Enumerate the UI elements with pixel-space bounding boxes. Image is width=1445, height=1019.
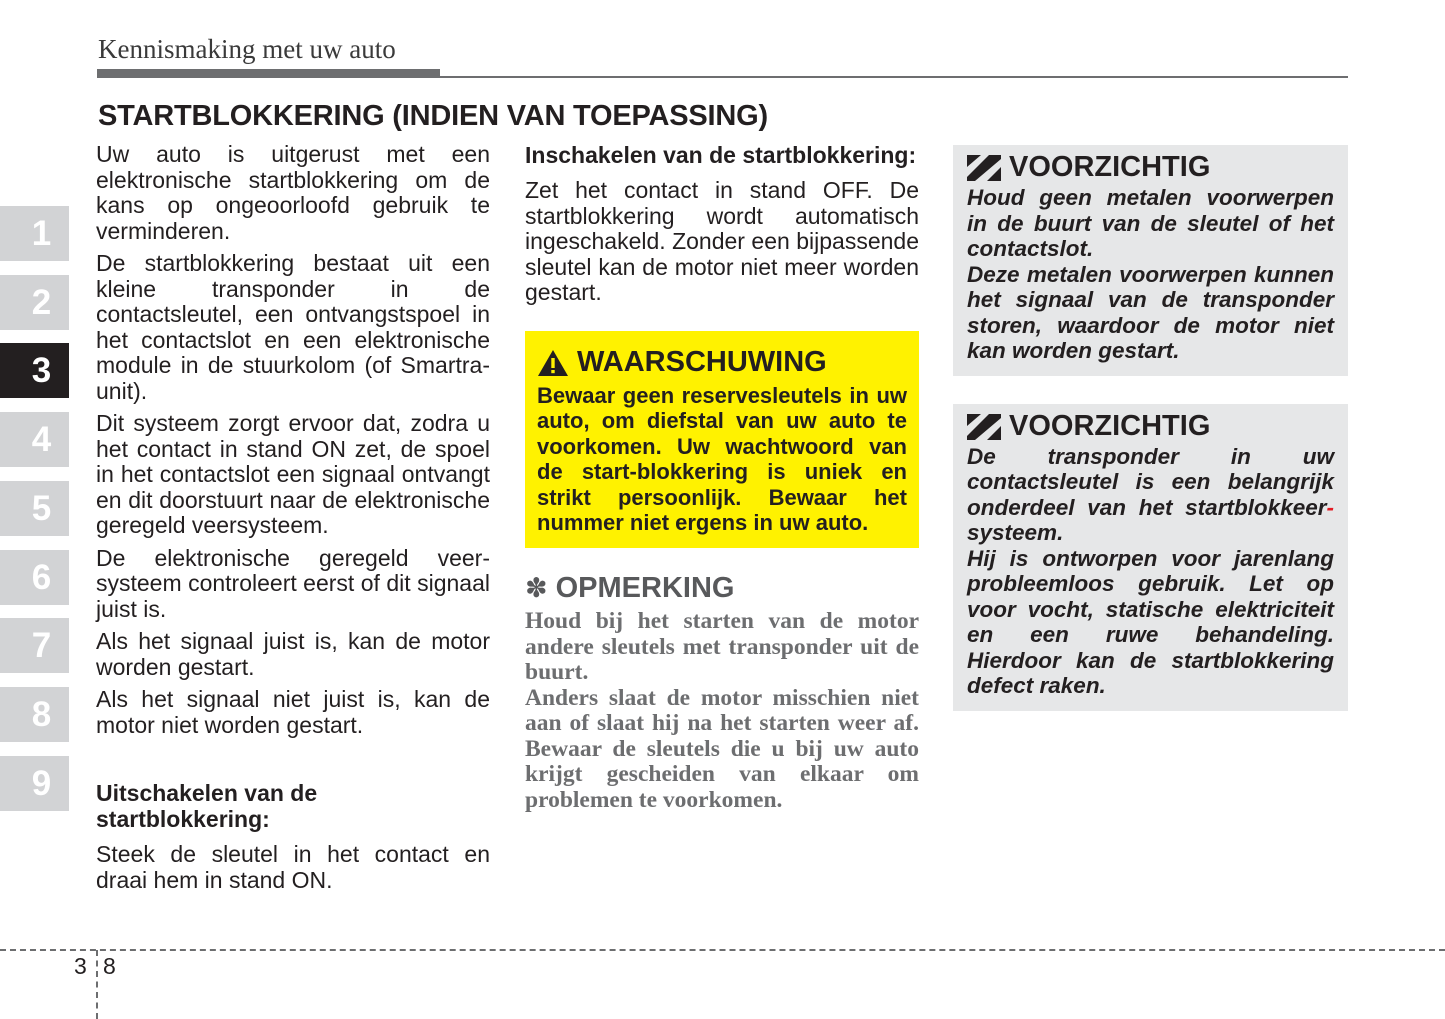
chapter-tab-3[interactable]: 3 (0, 343, 69, 398)
chapter-tab-6[interactable]: 6 (0, 550, 69, 605)
paragraph: Zet het contact in stand OFF. De startblokkering wordt automatisch ingeschakeld. Zonder een bijpassende sleutel kan de motor niet meer worden gestart. (525, 177, 919, 305)
note-title (525, 571, 919, 604)
spacer (96, 745, 490, 780)
warning-title-text: WAARSCHUWING (577, 345, 827, 378)
footer-dashed-divider (96, 950, 98, 1019)
asterisk-icon: ✽ (525, 572, 548, 603)
caution-slash-icon (967, 155, 1001, 181)
column-right (953, 145, 1348, 739)
warning-box (525, 331, 919, 548)
warning-title (537, 345, 907, 378)
caution-title (967, 409, 1334, 442)
paragraph: Dit systeem zorgt ervoor dat, zodra u het contact in stand ON zet, de spoel in het contactslot een signaal ontvangt en dit doorstuurt naar de elektronische geregeld veersysteem. (96, 410, 490, 538)
chapter-tab-7[interactable]: 7 (0, 618, 69, 673)
header-rule-thick (97, 69, 440, 78)
red-hyphen: - (1326, 494, 1334, 520)
caution-text: Houd geen metalen voorwerpen in de buurt van de sleutel of het contactslot. (967, 185, 1334, 261)
note-text: Houd bij het starten van de motor andere sleutels met transponder uit de buurt. (525, 608, 919, 685)
caution-title-text: VOORZICHTIG (1009, 409, 1211, 442)
footer-page-number: 8 (103, 953, 116, 979)
caution-text: Deze metalen voorwerpen kunnen het signaal van de transponder storen, waardoor de motor niet kan worden gestart. (967, 261, 1334, 363)
chapter-tab-8[interactable]: 8 (0, 687, 69, 742)
column-middle (525, 142, 919, 813)
section-title: STARTBLOKKERING (INDIEN VAN TOEPASSING) (98, 100, 768, 132)
caution-slash-icon (967, 414, 1001, 440)
note-text: Anders slaat de motor misschien niet aan of slaat hij na het starten weer af. Bewaar de sleutels die u bij uw auto krijgt gescheiden van elkaar om problemen te voorkomen. (525, 684, 919, 813)
warning-triangle-icon (537, 349, 569, 377)
caution-text: Hij is ontworpen voor jarenlang probleemloos gebruik. Let op voor vocht, statische elektriciteit en een ruwe behandeling. Hierdoor kan de startblokkering defect raken. (967, 545, 1334, 698)
caution-text-end: systeem. (967, 520, 1064, 545)
paragraph: Uw auto is uitgerust met een elektronische startblokkering om de kans op ongeoorloofd gebruik te verminderen. (96, 141, 490, 244)
chapter-tab-5[interactable]: 5 (0, 481, 69, 536)
column-left (96, 142, 490, 900)
subheading-disable: Uitschakelen van de startblokkering: (96, 780, 318, 832)
note-title-text: OPMERKING (555, 571, 735, 604)
caution-text-main: De transponder in uw contactsleutel is een belangrijk onderdeel van het startblokkeer (967, 443, 1334, 520)
running-header: Kennismaking met uw auto (98, 34, 396, 64)
chapter-tab-2[interactable]: 2 (0, 275, 69, 330)
subheading-enable: Inschakelen van de startblokkering: (525, 142, 917, 168)
paragraph: Steek de sleutel in het contact en draai hem in stand ON. (96, 841, 490, 893)
chapter-tab-1[interactable]: 1 (0, 206, 69, 261)
chapter-tab-9[interactable]: 9 (0, 756, 69, 811)
caution-title-text: VOORZICHTIG (1009, 151, 1211, 184)
chapter-tab-4[interactable]: 4 (0, 412, 69, 467)
warning-text: Bewaar geen reservesleutels in uw auto, om diefstal van uw auto te voorkomen. Uw wachtwoord van de start-blokkering is uniek en strikt persoonlijk. Bewaar het nummer niet ergens in uw auto. (537, 382, 907, 535)
paragraph: De elektronische geregeld veer-systeem controleert eerst of dit signaal juist is. (96, 544, 490, 622)
caution-title (967, 151, 1334, 184)
caution-box (953, 404, 1348, 711)
caution-text (967, 444, 1334, 546)
paragraph: Als het signaal juist is, kan de motor worden gestart. (96, 628, 490, 680)
footer-dashed-line (0, 949, 1445, 951)
caution-box (953, 145, 1348, 376)
footer-chapter-number: 3 (74, 953, 87, 979)
paragraph: De startblokkering bestaat uit een kleine transponder in de contactsleutel, een ontvangstspoel in het contactslot en een elektronische module in de stuurkolom (of Smartra-unit). (96, 250, 490, 404)
paragraph: Als het signaal niet juist is, kan de motor niet worden gestart. (96, 686, 490, 738)
header-rule-thin (440, 76, 1348, 78)
